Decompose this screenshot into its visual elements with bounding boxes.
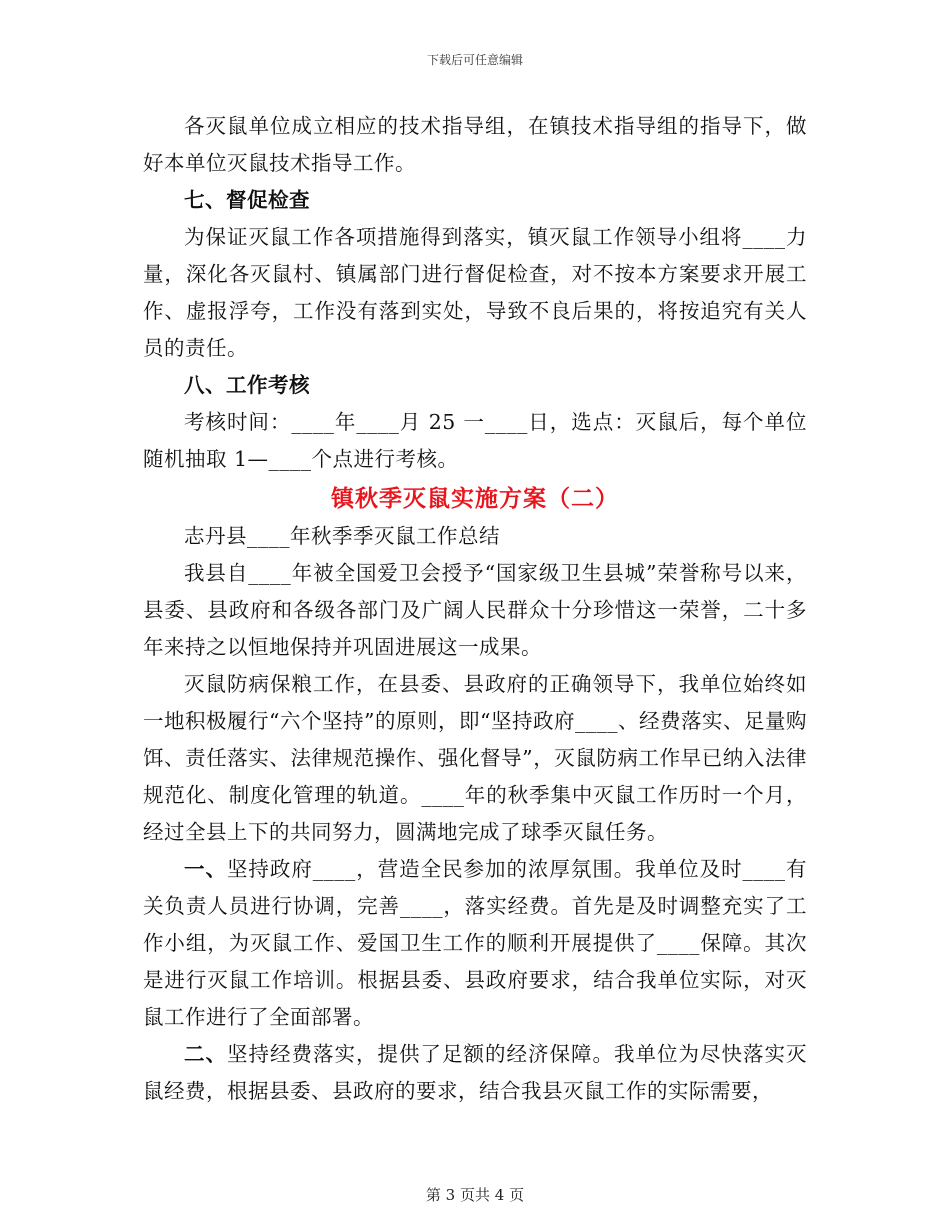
section-heading-supervision: 七、督促检查 xyxy=(184,188,310,212)
page-header: 下载后可任意编辑 xyxy=(426,53,523,67)
point-two-text: 坚持经费落实，提供了足额的经济保障。我单位为尽快落实灭鼠经费，根据县委、县政府的要求，结合我县灭鼠工作的实际需要， xyxy=(143,1042,807,1103)
paragraph-supervision: 为保证灭鼠工作各项措施得到落实，镇灭鼠工作领导小组将____力量，深化各灭鼠村、镇属部门进行督促检查，对不按本方案要求开展工作、虚报浮夸，工作没有落到实处，导致不良后果的，将按追究有关人员的责任。 xyxy=(143,225,807,360)
paragraph-point-one xyxy=(143,851,807,1036)
paragraph-point-two xyxy=(143,1036,807,1110)
point-one-number: 一、 xyxy=(184,857,227,881)
section-heading-assessment: 八、工作考核 xyxy=(184,373,310,397)
paragraph-principles: 灭鼠防病保粮工作，在县委、县政府的正确领导下，我单位始终如一地积极履行“六个坚持”的原则，即“坚持政府____、经费落实、足量购饵、责任落实、法律规范操作、强化督导”，灭鼠防病工作早已纳入法律规范化、制度化管理的轨道。____年的秋季集中灭鼠工作历时一个月，经过全县上下的共同努力，圆满地完成了球季灭鼠任务。 xyxy=(143,672,807,844)
paragraph-tech-guidance: 各灭鼠单位成立相应的技术指导组，在镇技术指导组的指导下，做好本单位灭鼠技术指导工作。 xyxy=(143,114,807,175)
document-body xyxy=(143,108,807,1110)
paragraph-summary-subtitle: 志丹县____年秋季季灭鼠工作总结 xyxy=(184,524,500,548)
document-title: 镇秋季灭鼠实施方案（二） xyxy=(331,485,619,512)
point-one-text: 坚持政府____，营造全民参加的浓厚氛围。我单位及时____有关负责人员进行协调，完善____，落实经费。首先是及时调整充实了工作小组，为灭鼠工作、爱国卫生工作的顺利开展提供了____保障。其次是进行灭鼠工作培训。根据县委、县政府要求，结合我单位实际，对灭鼠工作进行了全面部署。 xyxy=(143,857,808,1029)
page-footer: 第 3 页共 4 页 xyxy=(425,1186,525,1204)
paragraph-assessment: 考核时间：____年____月 25 一____日，选点：灭鼠后，每个单位随机抽取 1—____个点进行考核。 xyxy=(143,410,807,471)
point-two-number: 二、 xyxy=(184,1042,227,1066)
paragraph-honor: 我县自____年被全国爱卫会授予“国家级卫生县城”荣誉称号以来，县委、县政府和各级各部门及广阔人民群众十分珍惜这一荣誉，二十多年来持之以恒地保持并巩固进展这一成果。 xyxy=(143,561,807,659)
